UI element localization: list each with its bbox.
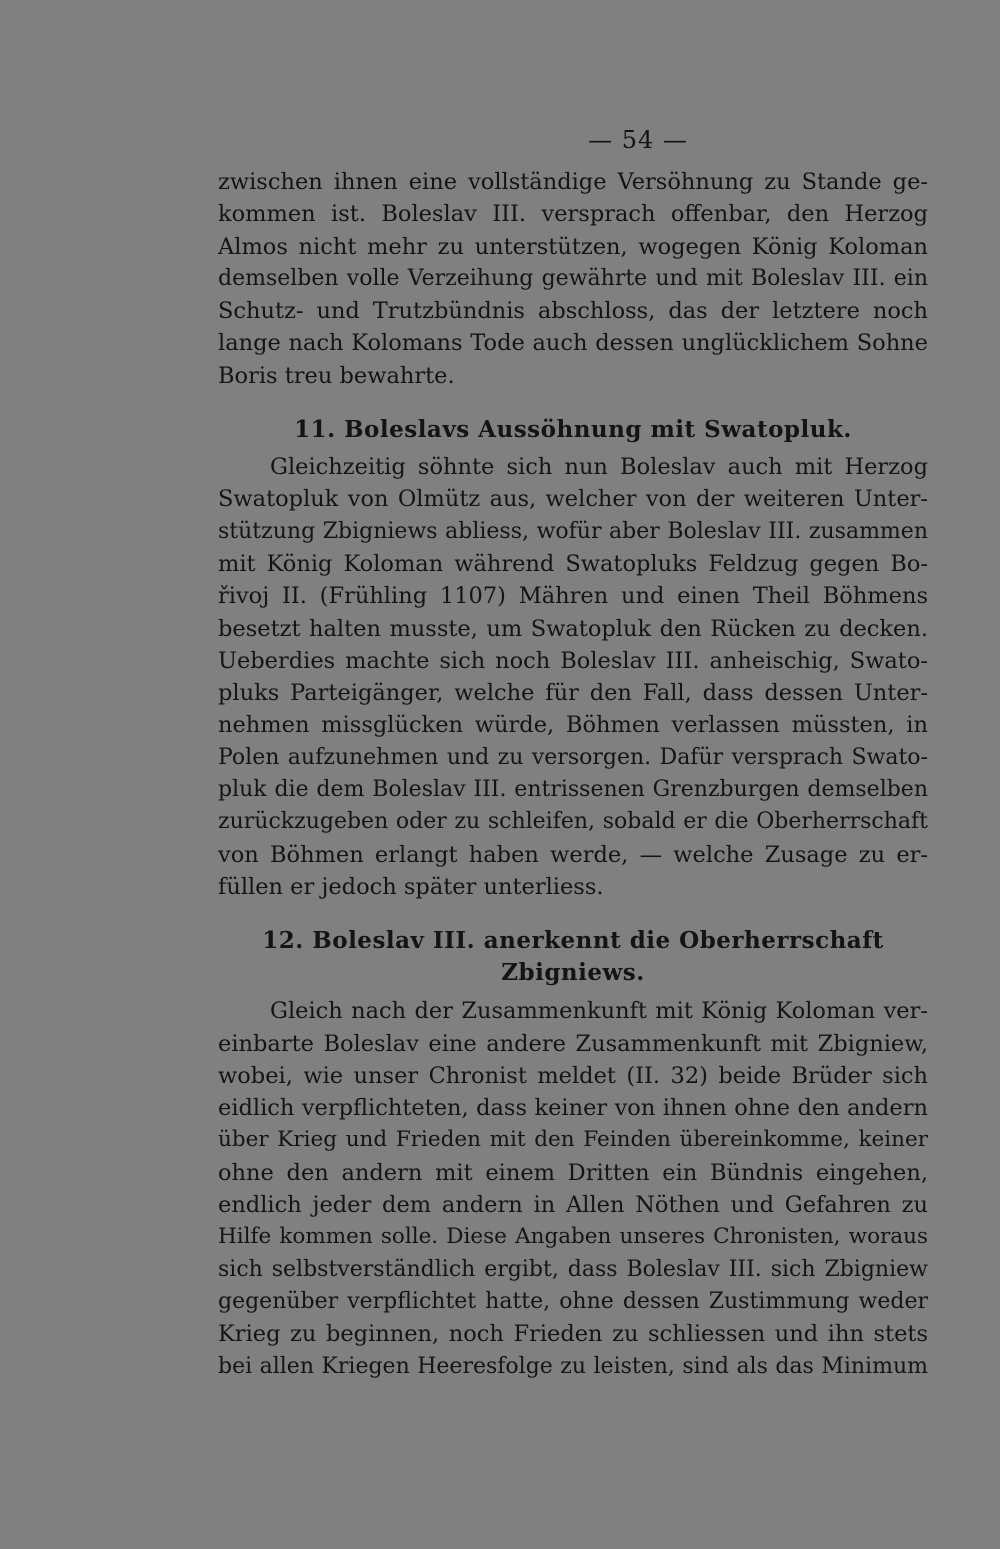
text-line: kommen ist. Boleslav III. versprach offenbar, den Herzog [218,201,928,228]
text-line: mit König Koloman während Swatopluks Feldzug gegen Bo- [218,550,928,577]
text-line: wobei, wie unser Chronist meldet (II. 32) beide Brüder sich [218,1062,928,1089]
section-heading-12-line2: Zbigniews. [501,959,645,987]
text-line: gegenüber verpflichtet hatte, ohne dessen Zustimmung weder [218,1288,928,1314]
text-line: Hilfe kommen solle. Diese Angaben unseres Chronisten, woraus [218,1224,928,1250]
text-line: pluks Parteigänger, welche für den Fall, dass dessen Unter- [218,680,928,707]
paragraph-section-11 [218,451,928,903]
text-line: bei allen Kriegen Heeresfolge zu leisten, sind als das Minimum [218,1353,928,1379]
text-line: Boris treu bewahrte. [218,362,455,389]
book-page [218,126,928,1383]
text-line: Ueberdies machte sich noch Boleslav III. anheischig, Swato- [218,647,928,674]
text-line: Gleichzeitig söhnte sich nun Boleslav auch mit Herzog [270,454,928,481]
text-line: sich selbstverständlich ergibt, dass Boleslav III. sich Zbigniew [218,1256,928,1282]
section-heading-12-line1: 12. Boleslav III. anerkennt die Oberherrschaft [262,927,884,955]
text-line: stützung Zbigniews abliess, wofür aber Boleslav III. zusammen [218,518,928,544]
text-line: pluk die dem Boleslav III. entrissenen Grenzburgen demselben [218,777,928,803]
page-number: — 54 — [588,126,688,154]
paragraph-section-12 [218,995,928,1383]
section-heading-12 [218,925,928,989]
text-line: demselben volle Verzeihung gewährte und mit Boleslav III. ein [218,265,928,291]
text-line: über Krieg und Frieden mit den Feinden übereinkomme, keiner [218,1127,928,1153]
text-line: eidlich verpflichteten, dass keiner von ihnen ohne den andern [218,1095,928,1122]
text-line: zurückzugeben oder zu schleifen, sobald er die Oberherrschaft [218,809,928,835]
text-line: Almos nicht mehr zu unterstützen, wogegen König Koloman [218,233,928,260]
text-line: lange nach Kolomans Tode auch dessen unglücklichem Sohne [218,330,928,357]
paragraph-continuation [218,166,928,392]
text-line: Gleich nach der Zusammenkunft mit König Koloman ver- [270,998,928,1025]
text-line: řivoj II. (Frühling 1107) Mähren und einen Theil Böhmens [218,583,928,610]
text-line: ohne den andern mit einem Dritten ein Bündnis eingehen, [218,1159,928,1186]
text-line: zwischen ihnen eine vollständige Versöhnung zu Stande ge- [218,169,928,195]
text-line: Krieg zu beginnen, noch Frieden zu schliessen und ihn stets [218,1321,928,1348]
section-heading-11: 11. Boleslavs Aussöhnung mit Swatopluk. [294,416,852,444]
text-line: nehmen missglücken würde, Böhmen verlassen müssten, in [218,712,928,739]
text-line: füllen er jedoch später unterliess. [218,873,604,900]
text-line: von Böhmen erlangt haben werde, — welche Zusage zu er- [218,841,928,868]
text-line: einbarte Boleslav eine andere Zusammenkunft mit Zbigniew, [218,1030,928,1057]
text-line: Swatopluk von Olmütz aus, welcher von der weiteren Unter- [218,486,928,513]
text-line: endlich jeder dem andern in Allen Nöthen und Gefahren zu [218,1192,928,1219]
text-line: besetzt halten musste, um Swatopluk den Rücken zu decken. [218,615,928,642]
text-line: Schutz- und Trutzbündnis abschloss, das der letztere noch [218,298,928,325]
text-line: Polen aufzunehmen und zu versorgen. Dafür versprach Swato- [218,744,928,770]
